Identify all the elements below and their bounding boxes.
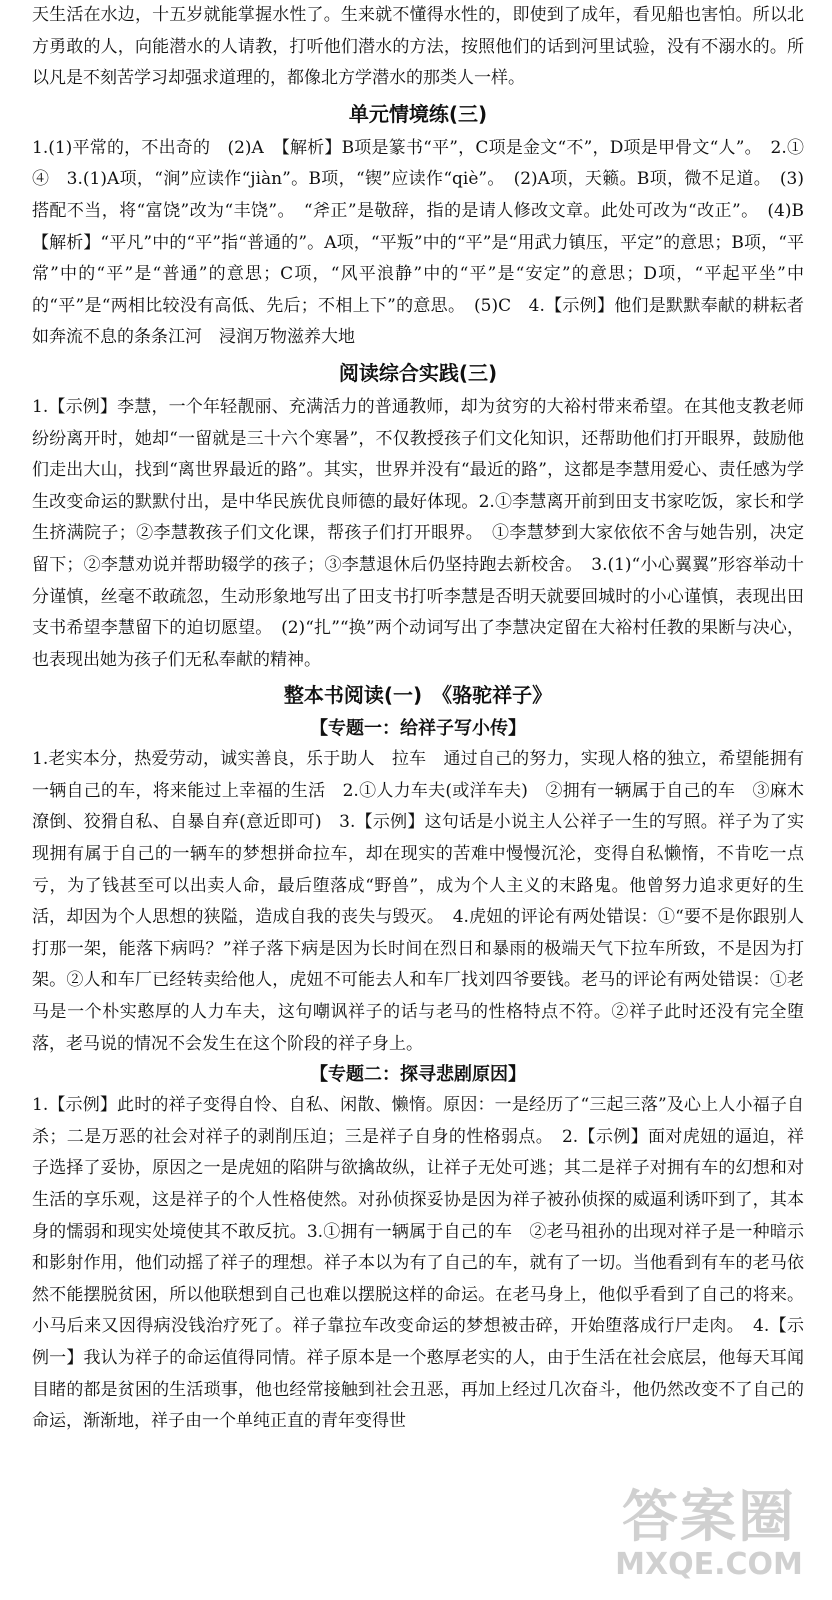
section-title-whole-book: 整本书阅读(一) 《骆驼祥子》: [283, 683, 553, 708]
topic-two-answers: 1.【示例】此时的祥子变得自怜、自私、闲散、懒惰。原因：一是经历了“三起三落”及心上人小福子自杀；二是万恶的社会对祥子的剥削压迫；三是祥子自身的性格弱点。 2.【示例】面对虎妞的逼迫，祥子选择了妥协，原因之一是虎妞的陷阱与欲擒故纵，让祥子无处可逃；其二是祥子对拥有车的幻想和对生活的享乐观，这是祥子的个人性格使然。对孙侦探妥协是因为祥子被孙侦探的威逼利诱吓到了，其本身的懦弱和现实处境使其不敢反抗。3.①拥有一辆属于自己的车 ②老马祖孙的出现对祥子是一种暗示和影射作用，他们动摇了祥子的理想。祥子本以为有了自己的车，就有了一切。当他看到有车的老马依然不能摆脱贫困，所以他联想到自己也难以摆脱这样的命运。在老马身上，他似乎看到了自己的将来。小马后来又因得病没钱治疗死了。祥子靠拉车改变命运的梦想被击碎，开始堕落成行尸走肉。 4.【示例一】我认为祥子的命运值得同情。祥子原本是一个憨厚老实的人，由于生活在社会底层，他每天耳闻目睹的都是贫困的生活琐事，他也经常接触到社会丑恶，再加上经过几次奋斗，他仍然改变不了自己的命运，渐渐地，祥子由一个单纯正直的青年变得世: [32, 1095, 804, 1432]
watermark-logo: 答案圈: [622, 1485, 796, 1550]
intro-paragraph: 天生活在水边，十五岁就能掌握水性了。生来就不懂得水性的，即使到了成年，看见船也害怕。所以北方勇敢的人，向能潜水的人请教，打听他们潜水的方法，按照他们的话到河里试验，没有不溺水的。所以凡是不刻苦学习却强求道理的，都像北方学潜水的那类人一样。: [32, 5, 804, 89]
topic-two-title: 【专题二：探寻悲剧原因】: [310, 1064, 526, 1086]
topic-one-answers: 1.老实本分，热爱劳动，诚实善良，乐于助人 拉车 通过自己的努力，实现人格的独立，希望能拥有一辆自己的车，将来能过上幸福的生活 2.①人力车夫(或洋车夫) ②拥有一辆属于自己的车 ③麻木潦倒、狡猾自私、自暴自弃(意近即可) 3.【示例】这句话是小说主人公祥子一生的写照。祥子为了实现拥有属于自己的一辆车的梦想拼命拉车，却在现实的苦难中慢慢沉沦，变得自私懒惰，不肯吃一点亏，为了钱甚至可以出卖人命，最后堕落成“野兽”，成为个人主义的末路鬼。他曾努力追求更好的生活，却因为个人思想的狭隘，造成自我的丧失与毁灭。 4.虎妞的评论有两处错误：①“要不是你跟别人打那一架，能落下病吗？”祥子落下病是因为长时间在烈日和暴雨的极端天气下拉车所致，不是因为打架。②人和车厂已经转卖给他人，虎妞不可能去人和车厂找刘四爷要钱。老马的评论有两处错误：①老马是一个朴实憨厚的人力车夫，这句嘲讽祥子的话与老马的性格特点不符。②祥子此时还没有完全堕落，老马说的情况不会发生在这个阶段的祥子身上。: [32, 749, 804, 1054]
watermark-url: MXQE.COM: [615, 1547, 803, 1582]
section-title-reading-practice: 阅读综合实践(三): [338, 360, 498, 385]
reading-practice-answers: 1.【示例】李慧，一个年轻靓丽、充满活力的普通教师，却为贫穷的大裕村带来希望。在其他支教老师纷纷离开时，她却“一留就是三十六个寒暑”，不仅教授孩子们文化知识，还帮助他们打开眼界，鼓励他们走出大山，找到“离世界最近的路”。其实，世界并没有“最近的路”，这都是李慧用爱心、责任感为学生改变命运的默默付出，是中华民族优良师德的最好体现。2.①李慧离开前到田支书家吃饭，家长和学生挤满院子；②李慧教孩子们文化课，帮孩子们打开眼界。 ①李慧梦到大家依依不舍与她告别，决定留下；②李慧劝说并帮助辍学的孩子；③李慧退休后仍坚持跑去新校舍。 3.(1)“小心翼翼”形容举动十分谨慎，丝毫不敢疏忽，生动形象地写出了田支书打听李慧是否明天就要回城时的小心谨慎，表现出田支书希望李慧留下的迫切愿望。 (2)“扎”“换”两个动词写出了李慧决定留在大裕村任教的果断与决心，也表现出她为孩子们无私奉献的精神。: [32, 396, 804, 670]
watermark: [604, 1485, 814, 1588]
unit-practice-answers: 1.(1)平常的，不出奇的 (2)A 【解析】B项是篆书“平”，C项是金文“不”，D项是甲骨文“人”。 2.① ④ 3.(1)A项，“涧”应读作“jiàn”。B项，“锲”应读作“qiè”。 (2)A项，天籁。B项，微不足道。 (3)搭配不当，将“富饶”改为“丰饶”。 “斧正”是敬辞，指的是请人修改文章。此处可改为“改正”。 (4)B 【解析】“平凡”中的“平”指“普通的”。A项，“平叛”中的“平”是“用武力镇压，平定”的意思；B项，“平常”中的“平”是“普通”的意思；C项，“风平浪静”中的“平”是“安定”的意思；D项，“平起平坐”中的“平”是“两相比较没有高低、先后；不相上下”的意思。 (5)C 4.【示例】他们是默默奉献的耕耘者 如奔流不息的条条江河 浸润万物滋养大地: [32, 137, 821, 348]
section-title-unit-practice: 单元情境练(三): [348, 101, 488, 126]
topic-one-title: 【专题一：给祥子写小传】: [310, 718, 526, 740]
